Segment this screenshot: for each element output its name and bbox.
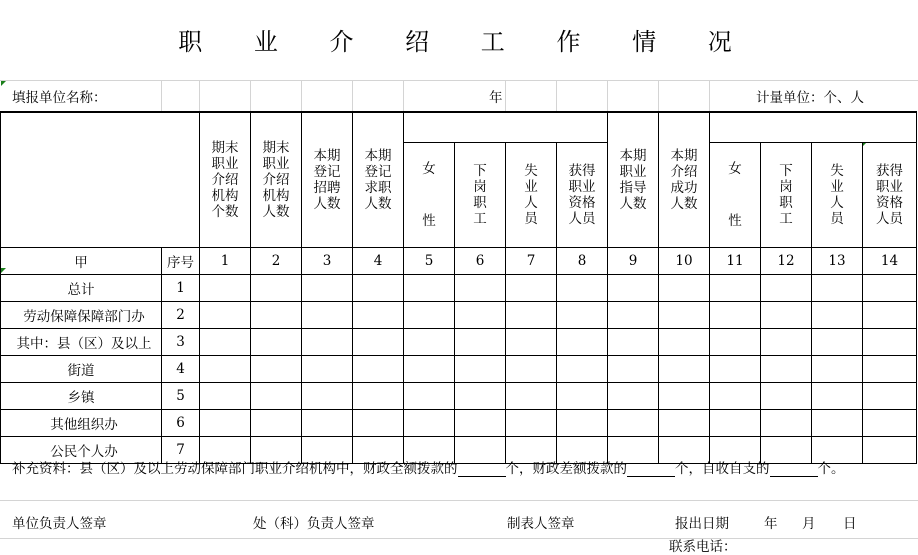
data-entry-cell[interactable] — [302, 382, 353, 409]
data-entry-cell[interactable] — [302, 274, 353, 301]
header-unemployed-1 — [506, 142, 557, 247]
data-entry-cell[interactable] — [404, 301, 455, 328]
data-entry-cell[interactable] — [761, 301, 812, 328]
row-name-cell: 乡镇 — [1, 382, 162, 409]
data-entry-cell[interactable] — [455, 301, 506, 328]
header-laid-off-1 — [455, 142, 506, 247]
sheet-gridline — [607, 80, 608, 111]
header-period-end-agencies — [200, 112, 251, 247]
data-entry-cell[interactable] — [761, 328, 812, 355]
header-label: 本期职业指导人数 — [619, 147, 647, 212]
row-seq-cell: 2 — [162, 301, 200, 328]
header-label: 女性 — [728, 160, 742, 229]
row-name-cell: 总计 — [1, 274, 162, 301]
data-entry-cell[interactable] — [863, 436, 917, 463]
data-entry-cell[interactable] — [506, 355, 557, 382]
data-entry-cell[interactable] — [557, 409, 608, 436]
data-entry-cell[interactable] — [200, 436, 251, 463]
data-entry-cell[interactable] — [200, 382, 251, 409]
data-entry-cell[interactable] — [710, 436, 761, 463]
row-name-cell: 公民个人办 — [1, 436, 162, 463]
header-label: 失业人员 — [830, 162, 844, 227]
data-entry-cell[interactable] — [251, 382, 302, 409]
data-entry-cell[interactable] — [557, 274, 608, 301]
report-month-label: 月 — [802, 516, 816, 532]
table-row — [1, 328, 917, 355]
sheet-gridline — [161, 80, 162, 111]
header-label: 女性 — [422, 160, 436, 229]
row-name-cell: 街道 — [1, 355, 162, 382]
measure-unit-label: 计量单位：个、人 — [756, 90, 864, 106]
data-entry-cell[interactable] — [302, 355, 353, 382]
data-entry-cell[interactable] — [710, 409, 761, 436]
data-entry-cell[interactable] — [608, 301, 659, 328]
data-entry-cell[interactable] — [455, 274, 506, 301]
sheet-gridline — [301, 80, 302, 111]
header-label: 本期登记招聘人数 — [313, 147, 341, 212]
row-name-cell: 其中：县（区）及以上 — [1, 328, 162, 355]
data-entry-cell[interactable] — [761, 382, 812, 409]
col-number: 12 — [761, 247, 812, 274]
preparer-signature: 制表人签章 — [507, 516, 575, 532]
data-entry-cell[interactable] — [863, 328, 917, 355]
header-label: 获得职业资格人员 — [568, 162, 596, 227]
sheet-gridline — [658, 80, 659, 111]
data-entry-cell[interactable] — [761, 355, 812, 382]
data-entry-cell[interactable] — [761, 409, 812, 436]
row-name-cell: 劳动保障保障部门办 — [1, 301, 162, 328]
header-female-2 — [710, 142, 761, 247]
data-entry-cell[interactable] — [251, 328, 302, 355]
row-seq-cell: 5 — [162, 382, 200, 409]
table-row — [1, 355, 917, 382]
data-entry-cell[interactable] — [404, 355, 455, 382]
statistics-table — [0, 111, 917, 464]
data-entry-cell[interactable] — [353, 355, 404, 382]
data-entry-cell[interactable] — [710, 274, 761, 301]
report-title: 职 业 介 绍 工 作 情 况 — [178, 28, 754, 56]
data-entry-cell[interactable] — [608, 382, 659, 409]
data-entry-cell[interactable] — [812, 409, 863, 436]
sheet-gridline — [505, 80, 506, 111]
col-number: 4 — [353, 247, 404, 274]
data-entry-cell[interactable] — [404, 328, 455, 355]
col-number: 8 — [557, 247, 608, 274]
row-seq-cell: 6 — [162, 409, 200, 436]
report-year-label: 年 — [764, 516, 778, 532]
data-entry-cell[interactable] — [710, 328, 761, 355]
col-number: 6 — [455, 247, 506, 274]
data-entry-cell[interactable] — [863, 382, 917, 409]
data-entry-cell[interactable] — [200, 301, 251, 328]
data-entry-cell[interactable] — [302, 301, 353, 328]
data-entry-cell[interactable] — [506, 328, 557, 355]
data-entry-cell[interactable] — [200, 409, 251, 436]
blank-underline[interactable] — [770, 462, 818, 477]
col-number: 5 — [404, 247, 455, 274]
data-entry-cell[interactable] — [353, 436, 404, 463]
phone-label: 联系电话： — [669, 539, 737, 555]
unit-head-signature: 单位负责人签章 — [12, 516, 107, 532]
year-label: 年 — [489, 90, 503, 106]
col-number: 2 — [251, 247, 302, 274]
data-entry-cell[interactable] — [200, 328, 251, 355]
cell-comment-marker — [1, 81, 6, 86]
sheet-gridline — [199, 80, 200, 111]
data-entry-cell[interactable] — [506, 409, 557, 436]
header-career-guidance — [608, 112, 659, 247]
data-entry-cell[interactable] — [455, 382, 506, 409]
data-entry-cell[interactable] — [557, 328, 608, 355]
data-entry-cell[interactable] — [710, 382, 761, 409]
header-blank-cell — [1, 112, 200, 247]
data-entry-cell[interactable] — [812, 328, 863, 355]
supplement-part2: 个，财政差额拨款的 — [505, 461, 627, 477]
unit-name-label: 填报单位名称： — [12, 90, 107, 106]
data-entry-cell[interactable] — [710, 301, 761, 328]
dept-head-signature: 处（科）负责人签章 — [253, 516, 375, 532]
data-entry-cell[interactable] — [812, 355, 863, 382]
header-label: 期末职业介绍机构人数 — [262, 139, 290, 220]
report-day-label: 日 — [843, 516, 857, 532]
data-entry-cell[interactable] — [455, 328, 506, 355]
data-entry-cell[interactable] — [812, 382, 863, 409]
row-seq-cell: 7 — [162, 436, 200, 463]
header-job-seekers — [353, 112, 404, 247]
data-entry-cell[interactable] — [608, 274, 659, 301]
data-entry-cell[interactable] — [404, 436, 455, 463]
data-entry-cell[interactable] — [251, 409, 302, 436]
header-label: 期末职业介绍机构个数 — [211, 139, 239, 220]
sheet-gridline — [403, 80, 404, 111]
header-label: 下岗职工 — [473, 162, 487, 227]
data-entry-cell[interactable] — [608, 436, 659, 463]
header-laid-off-2 — [761, 142, 812, 247]
col-number: 13 — [812, 247, 863, 274]
table-row — [1, 301, 917, 328]
data-entry-cell[interactable] — [863, 301, 917, 328]
data-entry-cell[interactable] — [659, 355, 710, 382]
data-entry-cell[interactable] — [608, 328, 659, 355]
data-entry-cell[interactable] — [353, 409, 404, 436]
header-label: 本期介绍成功人数 — [670, 147, 698, 212]
blank-underline[interactable] — [627, 462, 675, 477]
data-entry-cell[interactable] — [506, 382, 557, 409]
header-label: 获得职业资格人员 — [876, 162, 903, 227]
header-recruit-registered — [302, 112, 353, 247]
row-seq-cell: 3 — [162, 328, 200, 355]
data-entry-cell[interactable] — [812, 301, 863, 328]
data-entry-cell[interactable] — [659, 274, 710, 301]
data-entry-cell[interactable] — [200, 355, 251, 382]
header-subgroup-1 — [404, 112, 608, 142]
report-date-label: 报出日期 — [675, 516, 729, 532]
data-entry-cell[interactable] — [251, 274, 302, 301]
col-number: 11 — [710, 247, 761, 274]
data-entry-cell[interactable] — [659, 382, 710, 409]
header-period-end-staff — [251, 112, 302, 247]
sheet-gridline — [0, 538, 918, 539]
data-entry-cell[interactable] — [761, 436, 812, 463]
sheet-gridline — [709, 80, 710, 111]
data-entry-cell[interactable] — [200, 274, 251, 301]
data-entry-cell[interactable] — [863, 274, 917, 301]
header-subgroup-2 — [710, 112, 917, 142]
data-entry-cell[interactable] — [608, 409, 659, 436]
data-rows — [1, 274, 917, 463]
data-entry-cell[interactable] — [353, 274, 404, 301]
data-entry-cell[interactable] — [812, 436, 863, 463]
col-number: 3 — [302, 247, 353, 274]
data-entry-cell[interactable] — [557, 436, 608, 463]
sheet-gridline — [556, 80, 557, 111]
header-label: 下岗职工 — [779, 162, 793, 227]
table-row — [1, 274, 917, 301]
data-entry-cell[interactable] — [302, 328, 353, 355]
data-entry-cell[interactable] — [557, 382, 608, 409]
col-number: 1 — [200, 247, 251, 274]
data-entry-cell[interactable] — [302, 436, 353, 463]
data-entry-cell[interactable] — [251, 436, 302, 463]
row-seq-cell: 1 — [162, 274, 200, 301]
col-number: 9 — [608, 247, 659, 274]
data-entry-cell[interactable] — [455, 436, 506, 463]
data-entry-cell[interactable] — [251, 301, 302, 328]
supplement-part1: 补充资料：县（区）及以上劳动保障部门职业介绍机构中，财政全额拨款的 — [12, 461, 458, 477]
data-entry-cell[interactable] — [353, 382, 404, 409]
data-entry-cell[interactable] — [608, 355, 659, 382]
data-entry-cell[interactable] — [404, 409, 455, 436]
supplement-part3: 个，自收自支的 — [675, 461, 770, 477]
blank-underline[interactable] — [458, 462, 506, 477]
row-name-cell: 其他组织办 — [1, 409, 162, 436]
col-number: 14 — [863, 247, 917, 274]
table-row — [1, 436, 917, 463]
header-qualified-1 — [557, 142, 608, 247]
data-entry-cell[interactable] — [455, 355, 506, 382]
data-entry-cell[interactable] — [404, 382, 455, 409]
data-entry-cell[interactable] — [404, 274, 455, 301]
header-seq: 序号 — [162, 247, 200, 274]
data-entry-cell[interactable] — [863, 409, 917, 436]
data-entry-cell[interactable] — [659, 436, 710, 463]
data-entry-cell[interactable] — [659, 301, 710, 328]
sheet-gridline — [352, 80, 353, 111]
header-female-1 — [404, 142, 455, 247]
data-entry-cell[interactable] — [812, 274, 863, 301]
sheet-gridline — [250, 80, 251, 111]
supplement-text — [12, 461, 845, 477]
data-entry-cell[interactable] — [353, 328, 404, 355]
header-label: 失业人员 — [524, 162, 538, 227]
data-entry-cell[interactable] — [455, 409, 506, 436]
row-seq-cell: 4 — [162, 355, 200, 382]
header-successful-placement — [659, 112, 710, 247]
supplement-part4: 个。 — [817, 461, 845, 477]
table-row — [1, 382, 917, 409]
data-entry-cell[interactable] — [302, 409, 353, 436]
data-entry-cell[interactable] — [353, 301, 404, 328]
data-entry-cell[interactable] — [251, 355, 302, 382]
data-entry-cell[interactable] — [506, 301, 557, 328]
data-entry-cell[interactable] — [761, 274, 812, 301]
header-qualified-2 — [863, 142, 917, 247]
column-number-row — [1, 247, 917, 274]
col-number: 10 — [659, 247, 710, 274]
header-unemployed-2 — [812, 142, 863, 247]
sheet-gridline — [0, 500, 918, 501]
data-entry-cell[interactable] — [659, 328, 710, 355]
table-row — [1, 409, 917, 436]
data-entry-cell[interactable] — [506, 436, 557, 463]
header-label: 本期登记求职人数 — [364, 147, 392, 212]
col-number: 7 — [506, 247, 557, 274]
data-entry-cell[interactable] — [710, 355, 761, 382]
data-entry-cell[interactable] — [557, 301, 608, 328]
data-entry-cell[interactable] — [557, 355, 608, 382]
sheet-gridline — [0, 80, 918, 81]
data-entry-cell[interactable] — [506, 274, 557, 301]
header-jia: 甲 — [1, 247, 162, 274]
data-entry-cell[interactable] — [659, 409, 710, 436]
data-entry-cell[interactable] — [863, 355, 917, 382]
